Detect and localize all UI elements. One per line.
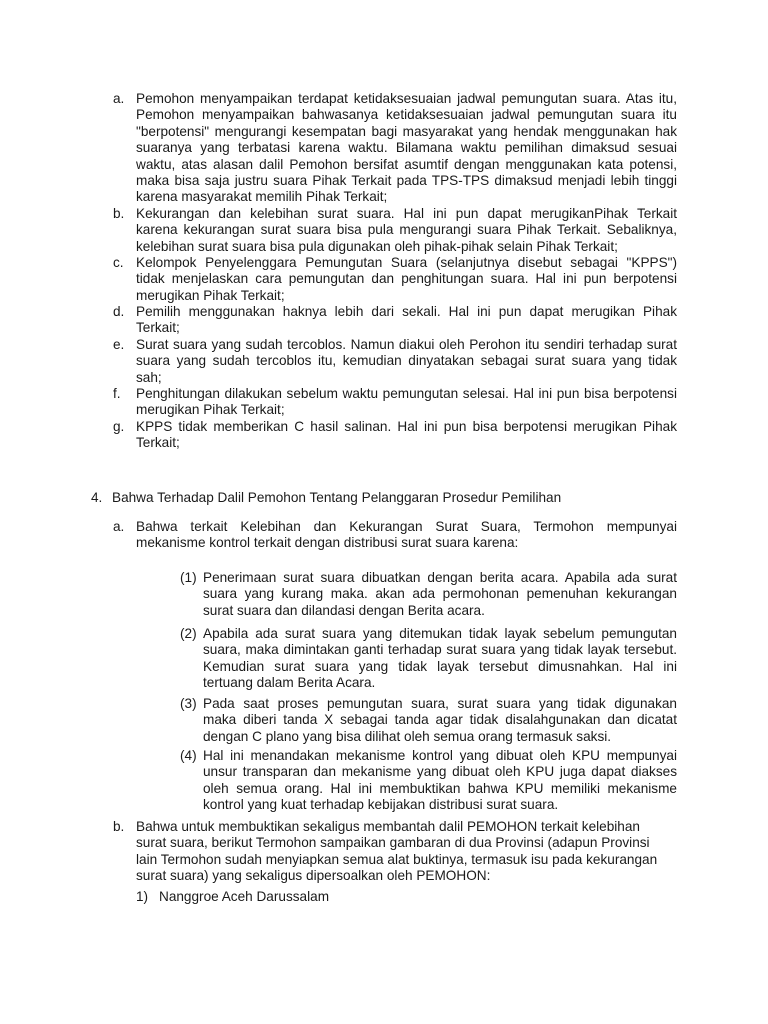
text-line: Kemudian surat suara yang tidak layak tersebut dimusnahkan. Hal ini (203, 658, 677, 674)
text-line: KPPS tidak memberikan C hasil salinan. Hal ini pun bisa berpotensi merugikan Pihak (136, 419, 677, 434)
text-line: Pada saat proses pemungutan suara, surat suara yang tidak digunakan (203, 696, 677, 711)
text-line: suara, maka dimintakan ganti terhadap surat suara yang tidak layak tersebut. (203, 642, 677, 658)
text-line: waktu, atas alasan dalil Pemohon bersifat asumtif dengan menggunakan kata potensi, (136, 156, 677, 172)
list-marker: f. (113, 386, 121, 401)
list-marker: g. (113, 419, 125, 434)
text-line: kontrol yang kuat terhadap kebijakan distribusi surat suara. (203, 797, 559, 813)
text-line: surat suara dan dilandasi dengan Berita acara. (203, 602, 485, 618)
list-marker: a. (113, 519, 125, 534)
sublist-marker: (1) (180, 570, 197, 585)
text-line: dengan C plano yang bisa dilihat oleh semua orang termasuk saksi. (203, 728, 612, 744)
sublist-marker: 1) (136, 889, 149, 904)
text-line: suara yang kurang maka. akan ada permohonan pemenuhan kekurangan (203, 586, 677, 602)
text-line: tertuang dalam Berita Acara. (203, 675, 376, 691)
text-line: Kekurangan dan kelebihan surat suara. Hal ini pun dapat merugikanPihak Terkait (136, 206, 677, 221)
sublist-marker: (3) (180, 696, 197, 711)
text-line: maka bisa saja justru suara Pihak Terkait pada TPS-TPS dimaksud menjadi lebih tinggi (136, 173, 677, 189)
text-line: mekanisme kontrol terkait dengan distribusi surat suara karena: (136, 535, 519, 551)
text-line: Penghitungan dilakukan sebelum waktu pemungutan selesai. Hal ini pun bisa berpotensi (136, 386, 677, 401)
list-marker: b. (113, 206, 125, 221)
list-marker: a. (113, 91, 125, 106)
text-line: maka diberi tanda X sebagai tanda agar tidak disalahgunakan dan dicatat (203, 712, 677, 728)
text-line: Penerimaan surat suara dibuatkan dengan berita acara. Apabila ada surat (203, 570, 677, 585)
text-line: unsur transparan dan mekanisme yang dibuat oleh KPU juga dapat diakses (203, 764, 677, 780)
text-line: Surat suara yang sudah tercoblos. Namun diakui oleh Perohon itu sendiri terhadap surat (136, 337, 677, 352)
text-line: Hal ini menandakan mekanisme kontrol yang dibuat oleh KPU mempunyai (203, 748, 677, 763)
text-line: merugikan Pihak Terkait; (136, 287, 285, 303)
text-line: merugikan Pihak Terkait; (136, 402, 285, 418)
text-line: karena kekurangan surat suara bisa pula mengurangi suara Pihak Terkait. Sebaliknya, (136, 222, 677, 238)
text-line: Pemohon menyampaikan bahwasanya ketidaksesuaian jadwal pemungutan suara itu (136, 107, 677, 123)
sublist-marker: (4) (180, 748, 197, 763)
text-line: kelebihan surat suara bisa pula digunakan oleh pihak-pihak selain Pihak Terkait; (136, 238, 618, 254)
text-line: Terkait; (136, 435, 180, 451)
list-marker: b. (113, 819, 125, 834)
text-line: surat suara, berikut Termohon sampaikan gambaran di dua Provinsi (adapun Provinsi (136, 835, 650, 851)
text-line: Pemilih menggunakan haknya lebih dari sekali. Hal ini pun dapat merugikan Pihak (136, 304, 677, 319)
text-line: Terkait; (136, 320, 180, 336)
text-line: lain Termohon sudah menyiapkan semua alat buktinya, termasuk isu pada kekurangan (136, 851, 658, 867)
section-number: 4. (91, 490, 103, 505)
text-line: Bahwa untuk membuktikan sekaligus membantah dalil PEMOHON terkait kelebihan (136, 819, 640, 834)
text-line: tidak menjelaskan cara pemungutan dan penghitungan suara. Hal ini pun berpotensi (136, 271, 677, 287)
text-line: surat suara) yang sekaligus dipersoalkan oleh PEMOHON: (136, 868, 491, 884)
text-line: karena masyarakat memilih Pihak Terkait; (136, 189, 388, 205)
sublist-marker: (2) (180, 626, 197, 641)
list-marker: e. (113, 337, 125, 352)
text-line: "berpotensi" mengurangi kesempatan bagi masyarakat yang hendak menggunakan hak (136, 123, 677, 139)
text-line: Bahwa terkait Kelebihan dan Kekurangan Surat Suara, Termohon mempunyai (136, 519, 677, 534)
list-marker: c. (113, 255, 124, 270)
text-line: Kelompok Penyelenggara Pemungutan Suara (selanjutnya disebut sebagai "KPPS") (136, 255, 677, 270)
province-name: Nanggroe Aceh Darussalam (159, 889, 330, 904)
text-line: Apabila ada surat suara yang ditemukan tidak layak sebelum pemungutan (203, 626, 677, 641)
section-title: Bahwa Terhadap Dalil Pemohon Tentang Pelanggaran Prosedur Pemilihan (112, 490, 562, 505)
text-line: oleh semua orang. Hal ini membuktikan bahwa KPU memiliki mekanisme (203, 780, 677, 796)
text-line: Pemohon menyampaikan terdapat ketidaksesuaian jadwal pemungutan suara. Atas itu, (136, 91, 677, 106)
list-marker: d. (113, 304, 125, 319)
text-line: sah; (136, 369, 162, 385)
text-line: suara yang sudah tercoblos itu, kemudian dinyatakan sebagai surat suara yang tidak (136, 353, 677, 369)
text-line: suaranya yang terbatasi karena waktu. Bilamana waktu pemilihan dimaksud sesuai (136, 140, 677, 156)
